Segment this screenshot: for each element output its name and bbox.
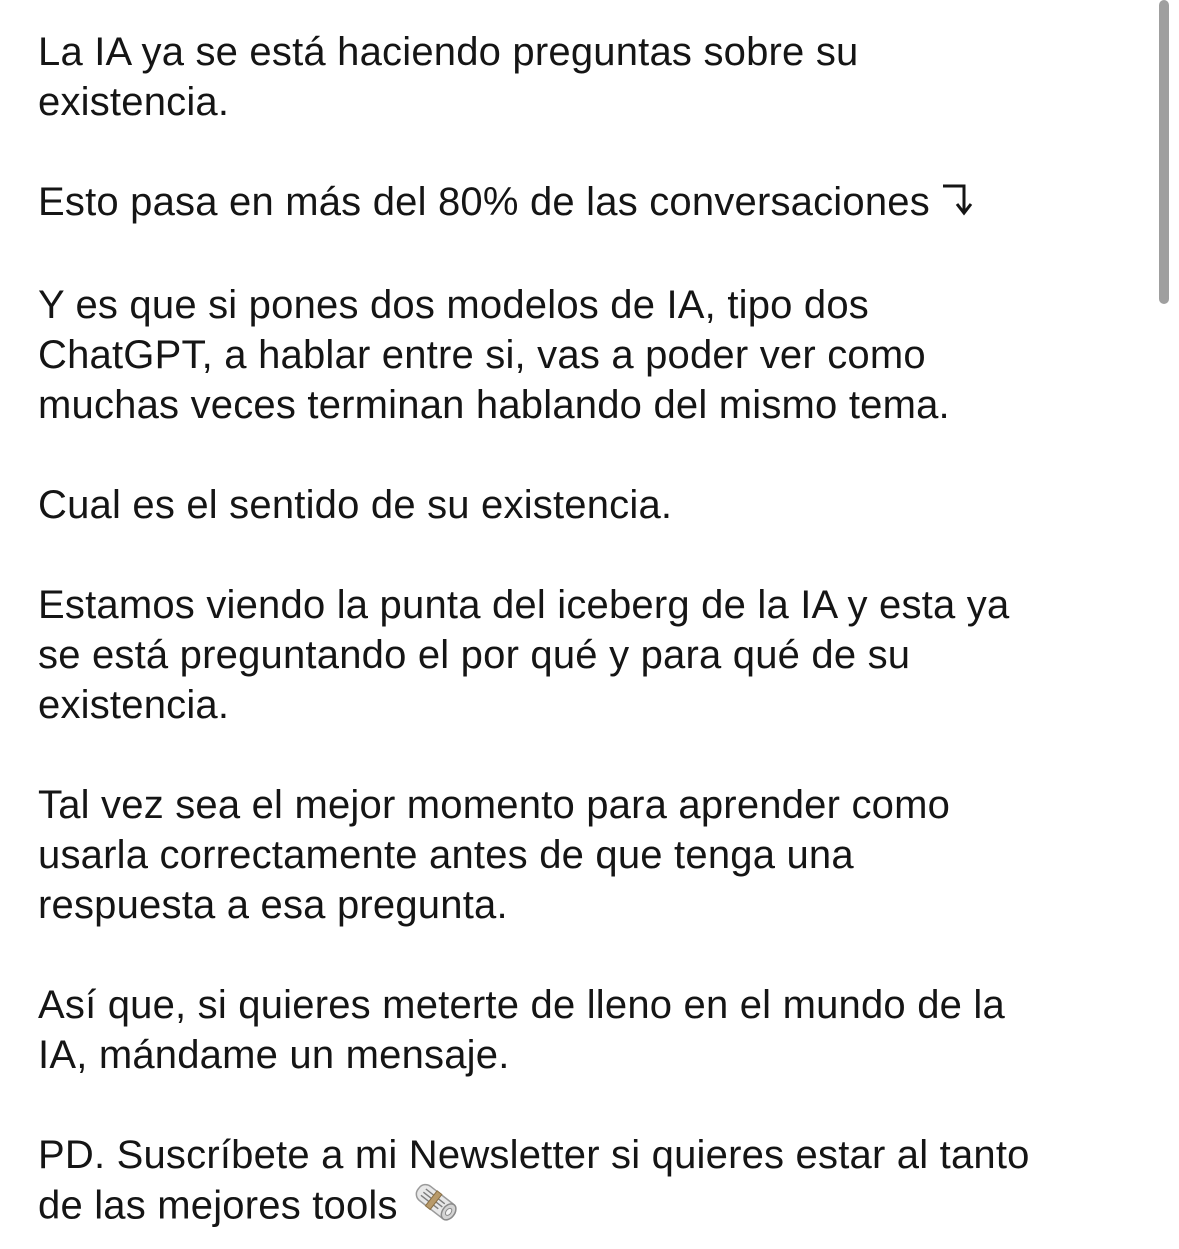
paragraph-line: ChatGPT, a hablar entre si, vas a poder ver como: [38, 333, 926, 378]
paragraph-7: [38, 980, 1153, 1080]
paragraph-line: Tal vez sea el mejor momento para aprender como: [38, 783, 951, 828]
rolled-newspaper-icon: [408, 1180, 464, 1236]
arrow-turn-down-icon: [940, 178, 974, 230]
paragraph-line-wrapper: [38, 1180, 1153, 1236]
post-body: [38, 27, 1153, 1236]
paragraph-5: [38, 580, 1153, 730]
paragraph-line: de las mejores tools: [38, 1184, 398, 1228]
paragraph-line: existencia.: [38, 80, 230, 124]
paragraph-line-wrapper: [38, 177, 1153, 230]
paragraph-3: [38, 280, 1153, 430]
scrollbar-thumb[interactable]: [1159, 0, 1169, 304]
paragraph-line: existencia.: [38, 683, 230, 728]
paragraph-8: [38, 1130, 1153, 1236]
paragraph-line: La IA ya se está haciendo preguntas sobre su: [38, 30, 859, 74]
paragraph-1: [38, 27, 1153, 127]
paragraph-2: [38, 177, 1153, 230]
paragraph-6: [38, 780, 1153, 930]
paragraph-line: Cual es el sentido de su existencia.: [38, 483, 673, 528]
scrollbar[interactable]: [1161, 0, 1175, 1249]
paragraph-line: Así que, si quieres meterte de lleno en el mundo de la: [38, 983, 1005, 1028]
paragraph-line: respuesta a esa pregunta.: [38, 883, 508, 928]
paragraph-4: [38, 480, 1153, 530]
paragraph-line: se está preguntando el por qué y para qué de su: [38, 633, 911, 678]
paragraph-line: PD. Suscríbete a mi Newsletter si quieres estar al tanto: [38, 1133, 1030, 1178]
paragraph-line: muchas veces terminan hablando del mismo tema.: [38, 383, 950, 428]
paragraph-line: IA, mándame un mensaje.: [38, 1033, 510, 1078]
paragraph-line: Estamos viendo la punta del iceberg de la IA y esta ya: [38, 583, 1010, 628]
paragraph-line: Y es que si pones dos modelos de IA, tipo dos: [38, 283, 870, 328]
paragraph-line: usarla correctamente antes de que tenga una: [38, 833, 854, 878]
paragraph-line: Esto pasa en más del 80% de las conversaciones: [38, 180, 930, 224]
